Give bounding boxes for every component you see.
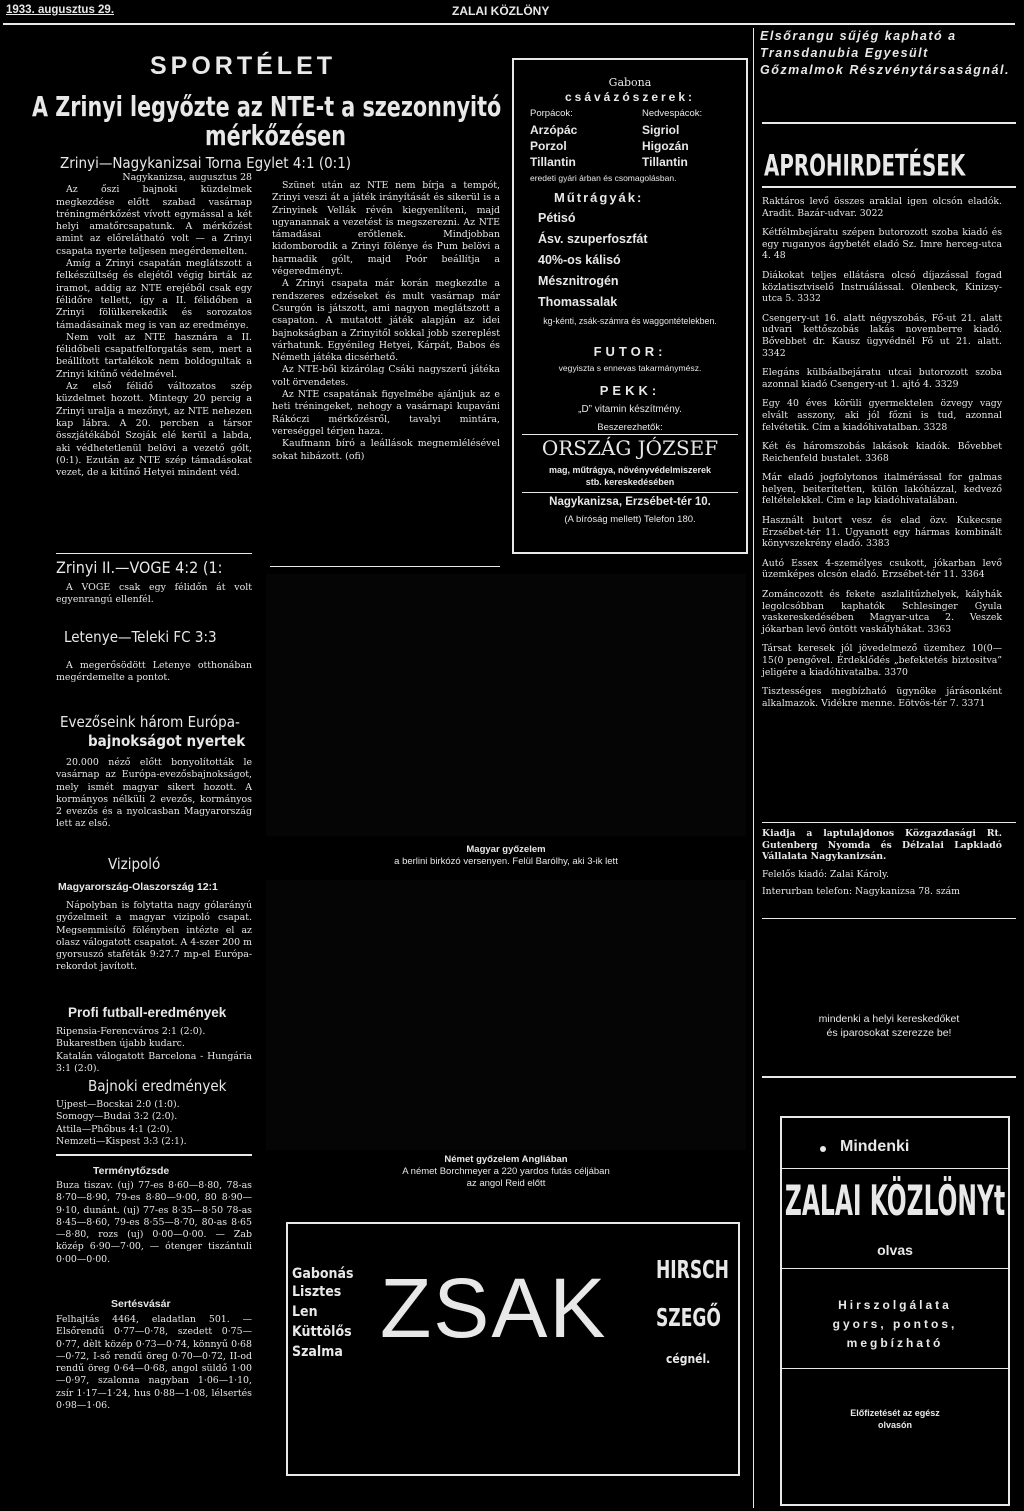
paragraph: Az első félidő változatos szép küzdelmet hozott. Mintegy 20 percig a Zrinyi uralja a mezőnyt, az NTE nehezen kap lábra. A 20. percben a társor összjátékából Szoják elé kerül a labda, aki védhetetlenül belövi a vezető gólt, (0:1). Ezután az NTE szép támadásokat vezet, de a kitűnő Hetyei mindent véd. bbox=[56, 381, 252, 479]
classified-ad: Már eladó jogfolytonos italmérással for galmas helyen, beiterítetten, külön lakóházzal, kedvező feltételekkel. Cim e lap kiadóhivatalában. bbox=[762, 472, 1002, 507]
zk-rule bbox=[782, 1168, 1008, 1169]
firm-sub: mag, műtrágya, növényvédelmiszerek bbox=[548, 465, 712, 475]
result-line: Ripensia-Ferencváros 2:1 (2:0). bbox=[56, 1026, 206, 1037]
classified-ad: Kétfélmbejáratu szépen butorozott szoba kiadó és egy ruganyos ágybetét eladó Sz. Imre herceg-utca 4. 48 bbox=[762, 227, 1002, 262]
hirszolgalat: megbízható bbox=[846, 1336, 944, 1350]
firm-sub: stb. kereskedésében bbox=[585, 477, 675, 487]
classified-ad: Csengery-ut 16. alatt négyszobás, Fő-ut 21. alatt udvari kettőszobás lakás novemberre kiadó. Bővebbet dr. Kausz ügyvédnél Fő ut 21. alatt. 3342 bbox=[762, 312, 1002, 359]
note-line: mindenki a helyi kereskedőket bbox=[818, 1013, 960, 1025]
nedvespacok-head: Nedvespácok: bbox=[642, 108, 703, 119]
paragraph: Az NTE-ből kizárólag Csáki nagyszerű játéka volt örvendetes. bbox=[272, 364, 500, 388]
classified-ad: Társat keresek jól jövedelmező üzemhez 10(0—15(0 pengővel. Érdeklődés „befektetés biztositva” jeligére a kiadóhivatalba. 3370 bbox=[762, 643, 1002, 678]
zsak-type: Len bbox=[292, 1304, 318, 1320]
paragraph: Amíg a Zrinyi csapatán meglátszott a felkészültség és elejétől végig birták az iramot, addig az NTE erejéből csak egy félidőre tellett, így a II. félidőben a Zrinyi fölülkerekedik és sorozatos támadásainak meg is van az eredménye. bbox=[56, 258, 252, 331]
divider bbox=[762, 822, 1016, 823]
mutragya-item: Mésznitrogén bbox=[538, 274, 619, 288]
gabona-note: vegyiszta s ennevas takarmánymész. bbox=[558, 363, 702, 373]
masthead-rule bbox=[3, 23, 1015, 25]
vasar-title: Sertésvásár bbox=[111, 1298, 171, 1310]
mutragya-item: Ásv. szuperfoszfát bbox=[538, 232, 648, 246]
futor: FUTOR: bbox=[593, 344, 667, 359]
result-line: Katalán válogatott Barcelona - Hungária 3:1 (2:0). bbox=[56, 1050, 252, 1074]
paragraph: Az őszi bajnoki küzdelmek megkezdése előtt szabad vasárnap tréningmérkőzést vívott egymással a két helyi amatőrcsapatunk. A mérkőzést amint az előrelátható volt — a Zrinyi csapata nyerte teljesen megérdemelten. bbox=[56, 184, 252, 257]
hirszolgalat: Hirszolgálata bbox=[838, 1298, 952, 1312]
promo: Elsőrangu sűjég kapható a Transdanubia Egyesült Gőzmalmok Részvénytársaságnál. bbox=[760, 29, 1010, 77]
headline-cont: mérkőzésen bbox=[205, 121, 346, 153]
photo-caption-title: Német győzelem Angliában bbox=[444, 1154, 568, 1165]
paragraph: Szünet után az NTE nem bírja a tempót, Zrinyi veszi át a játék irányítását és sikerül is a Zrinyinek Vellák révén kiegyenlíteni, majd ugyanannak a vezetést is megszerezni. Az NTE támadásai erőtlenek. Mindjobban kidomborodik a Zrinyi fölénye és Pum belövi a harmadik gólt, majd Poór beállítja a végeredményt. bbox=[272, 180, 500, 278]
classified-ad: Elegáns külbáalbejáratu utcai butorozott szoba azonnal kiadó Csengery-ut 1. ajtó 4. 3329 bbox=[762, 367, 1002, 390]
paragraph: Nápolyban is folytatta nagy gólarányú győzelmeit a magyar vizipoló csapat. Megsemmisítő fölényben intézte el az olasz válogatott csapatot. A 4-szer 200 m gyorsuszó staféták 9:27.7 mp-el Európa-rekordot javított. bbox=[56, 900, 252, 973]
zk-rule bbox=[782, 1368, 1008, 1369]
classified-ad: Autó Essex 4-személyes csukott, jókarban levő üzemképes olcsón eladó. Erzsébet-tér 11. 3364 bbox=[762, 557, 1002, 581]
porpacok-head: Porpácok: bbox=[530, 108, 573, 119]
olvas: olvas bbox=[877, 1242, 913, 1258]
pekk: PEKK: bbox=[599, 383, 661, 398]
bullet-icon bbox=[820, 1146, 826, 1152]
voge-title: Zrinyi II.—VOGE 4:2 (1: bbox=[56, 558, 223, 577]
vizipolo-title: Vizipoló bbox=[108, 855, 161, 873]
paragraph: A megerősödött Letenye otthonában megérdemelte a pontot. bbox=[56, 660, 252, 684]
zk-name: ZALAI KÖZLÖNYt bbox=[784, 1178, 1006, 1226]
paper-name: ZALAI KÖZLÖNY bbox=[452, 4, 550, 18]
zsak-type: Szalma bbox=[292, 1344, 343, 1360]
zsak-type: Gabonás bbox=[292, 1266, 354, 1282]
gabona-note: kg-kénti, zsák-számra és waggontételekben. bbox=[543, 316, 717, 326]
gabona-ad bbox=[512, 58, 748, 554]
result-line: Nemzeti—Kispest 3:3 (2:1). bbox=[56, 1135, 187, 1147]
classified-ad: Egy 40 éves körüli gyermektelen özvegy vagy elvált asszony, aki jól főzni is tud, azonnal felvétetik. Cím a kiadóhivatalban. 3328 bbox=[762, 398, 1002, 433]
photo-caption: a berlini birkózó versenyen. Felül Barólhy, aki 3-ik lett bbox=[394, 856, 618, 867]
classified-ad: Raktáros levő összes araklal igen olcsón eladók. Aradit. Bazár-udvar. 3022 bbox=[762, 196, 1002, 219]
running-photo bbox=[266, 880, 746, 1150]
evezos-body bbox=[56, 757, 252, 831]
zsak-firm: SZEGŐ bbox=[656, 1304, 721, 1333]
zk-rule bbox=[782, 1268, 1008, 1269]
elofizetes: Előfizetését az egész bbox=[850, 1408, 940, 1418]
article-col1 bbox=[56, 172, 252, 479]
result-line: Somogy—Budai 3:2 (2:0). bbox=[56, 1111, 178, 1123]
pac-item: Tillantin bbox=[530, 155, 576, 169]
result-line: Attila—Phőbus 4:1 (2:0). bbox=[56, 1123, 173, 1135]
classified-ad: Tisztességes megbízható ügynöke járásonként alkalmazok. Vidékre menne. Eötvös-tér 7. 3371 bbox=[762, 686, 1002, 709]
elofizetes: olvasón bbox=[877, 1420, 912, 1430]
mutragyak-head: Műtrágyák: bbox=[554, 190, 644, 205]
classified-ad: Diákokat teljes ellátásra olcsó díjazással fogad közlatisztviselő Instruálással. Olenbeck, Kinizsy-utca 5. 3332 bbox=[762, 269, 1002, 305]
classified-ad: Zománcozott és fekete aszlalitűzhelyek, kályhák legolcsóbban kaphatók Schlesinger Gyula vaskereskedésében Magyar-utca 2. Veszek jókarban levő öntött vaskályhákat. 3363 bbox=[762, 589, 1002, 635]
dateline: Nagykanizsa, augusztus 28 bbox=[122, 172, 252, 183]
termeny-body bbox=[56, 1180, 252, 1266]
result-line: Bukarestben újabb kudarc. bbox=[56, 1038, 185, 1050]
mindenki: Mindenki bbox=[840, 1138, 910, 1155]
column-divider bbox=[753, 28, 754, 1508]
voge-body bbox=[56, 582, 252, 607]
phone-line: Interurban telefon: Nagykanizsa 78. szám bbox=[762, 886, 960, 898]
mutragya-item: 40%-os kálisó bbox=[538, 253, 621, 267]
firm-phone: (A bíróság mellett) Telefon 180. bbox=[564, 514, 696, 525]
divider bbox=[762, 122, 1016, 124]
mutragya-item: Pétisó bbox=[538, 211, 576, 225]
firm-name: ORSZÁG JÓZSEF bbox=[541, 436, 719, 460]
hirszolgalat: gyors, pontos, bbox=[832, 1317, 958, 1331]
gabona-note: eredeti gyári árban és csomagolásban. bbox=[530, 173, 677, 183]
article-col2 bbox=[272, 180, 500, 463]
paragraph: 20.000 néző előtt bonyolították le vasárnap az Európa-evezősbajnokságot, mely ismét magyar sikert hozott. A kormányos nélküli 2 evezős, kormányos 2 evezős és a nyolcasban Magyarország lett az első. bbox=[56, 757, 252, 830]
classified-ads bbox=[762, 196, 1002, 709]
classified-ad: Két és háromszobás lakások kiadók. Bővebbet Reichenfeld bustalet. 3368 bbox=[762, 441, 1002, 464]
pac-item: Porzol bbox=[530, 139, 567, 153]
paragraph: Az NTE csapatának figyelmébe ajánljuk az e heti tréningeket, nehogy a vasárnapi kupaváni Rákóczi mérkőzésről, tavalyi mintára, vereséggel térjen haza. bbox=[272, 389, 500, 437]
zsak-big: ZSAK bbox=[380, 1261, 608, 1355]
divider bbox=[762, 918, 1016, 919]
bajnoki-title: Bajnoki eredmények bbox=[88, 1077, 227, 1095]
profi-title: Profi futball-eredmények bbox=[68, 1005, 227, 1020]
match-subhead: Zrinyi—Nagykanizsai Torna Egylet 4:1 (0:1) bbox=[60, 154, 352, 172]
vizipolo-subtitle: Magyarország-Olaszország 12:1 bbox=[58, 881, 218, 893]
imprint bbox=[762, 828, 1002, 898]
evezos-title: Evezőseink három Európa- bbox=[60, 713, 240, 731]
gabona-title: Gabona bbox=[608, 76, 652, 89]
bajnoki-results bbox=[56, 1099, 252, 1148]
issue-date: 1933. augusztus 29. bbox=[6, 4, 115, 16]
gabona-note: „D” vitamin készítmény. bbox=[578, 404, 682, 415]
firm-rule bbox=[522, 492, 738, 493]
divider bbox=[270, 566, 500, 567]
photo-caption: az angol Reid előtt bbox=[466, 1178, 546, 1189]
zsak-firm: cégnél. bbox=[666, 1352, 711, 1366]
headline: A Zrinyi legyőzte az NTE-t a szezonnyitó bbox=[32, 92, 502, 124]
classified-title: APROHIRDETÉSEK bbox=[764, 150, 966, 184]
pac-item: Tillantin bbox=[642, 155, 688, 169]
divider bbox=[56, 1154, 252, 1156]
publisher: Kiadja a laptulajdonos Közgazdasági Rt. Gutenberg Nyomda és Délzalai Lapkiadó Vállalata Nagykanizsán. bbox=[762, 828, 1002, 863]
termeny-title: Terménytőzsde bbox=[93, 1165, 170, 1177]
pac-item: Arzópác bbox=[530, 123, 578, 137]
profi-results bbox=[56, 1026, 252, 1075]
vizipolo-body bbox=[56, 900, 252, 974]
note-line: és iparosokat szerezze be! bbox=[826, 1027, 952, 1039]
photo-caption-title: Magyar győzelem bbox=[466, 844, 546, 855]
paragraph: Nem volt az NTE hasznára a II. félidőbeli csapatfelforgatás sem, mert a beállított tartalékok nem boldogultak a Zrinyi kitűnő védelmével. bbox=[56, 331, 252, 380]
pac-item: Higozán bbox=[642, 139, 689, 153]
letenye-body bbox=[56, 660, 252, 685]
zsak-firm: HIRSCH bbox=[656, 1256, 729, 1285]
beszerez: Beszerezhetők: bbox=[597, 422, 663, 433]
gabona-subtitle: csávázószerek: bbox=[564, 90, 696, 104]
divider bbox=[762, 1076, 1016, 1078]
editor: Felelős kiadó: Zalai Károly. bbox=[762, 868, 889, 880]
photo-caption: A német Borchmeyer a 220 yardos futás céljában bbox=[402, 1166, 610, 1177]
result-line: Ujpest—Bocskai 2:0 (1:0). bbox=[56, 1099, 180, 1110]
pac-item: Sigriol bbox=[642, 123, 680, 137]
paragraph: A VOGE csak egy félidőn át volt egyenrangú ellenfél. bbox=[56, 582, 252, 606]
paragraph: A Zrinyi csapata már korán megkezdte a rendszeres edzéseket és mult vasárnap már Csurgón is játszott, ami nagyon meglátszott a csapaton. A mutatott játék alapján az idei bajnokságban a Zrinyitől sokkal jobb szereplést várhatunk. Egyénileg Hetyei, Kárpát, Babos és Németh játéka dicsérhető. bbox=[272, 278, 500, 364]
paragraph: Buza tiszav. (uj) 77-es 8·60—8·80, 78-as 8·70—8·90, 79-es 8·80—9·00, 80 8·90—9·10, dunánt. (uj) 77-es 8·35—8·50 78-as 8·45—8·60, 79-es 8·55—8·70, 80-as 8·65—8·80, rozs (uj) 0·00—0·00. — Zab közép 6·90—7·00, — ótenger tiszántuli 0·00—0·00. bbox=[56, 1180, 252, 1265]
firm-address: Nagykanizsa, Erzsébet-tér 10. bbox=[549, 496, 711, 508]
mutragya-item: Thomassalak bbox=[538, 295, 618, 309]
zsak-ad bbox=[286, 1222, 740, 1476]
divider bbox=[56, 553, 252, 554]
paragraph: Kaufmann bíró a leállások megnemlélésével sokat hibázott. (ofi) bbox=[272, 438, 500, 462]
wrestling-photo bbox=[266, 574, 746, 836]
zsak-type: Küttölős bbox=[292, 1324, 352, 1340]
section-title: SPORTÉLET bbox=[150, 52, 337, 80]
letenye-title: Letenye—Teleki FC 3:3 bbox=[64, 628, 217, 646]
zsak-type: Lisztes bbox=[292, 1284, 342, 1300]
paragraph: Felhajtás 4464, eladatlan 501. — Elsőrendű 0·77—0·78, szedett 0·75—0·77, dèlt közép 0·73—0·74, könnyű 0·68—0·72, I-ső rendű öreg 0·70—0·72, II-od rendű öreg 0·64—0·68, angol süldő 1·00—0·97, szalonna nagyban 1·06—1·10, zsír 1·17—1·24, hus 0·88—1·08, lélsertés 0·98—1·06. bbox=[56, 1314, 252, 1412]
evezos-title-cont: bajnokságot nyertek bbox=[88, 732, 246, 750]
vasar-body bbox=[56, 1314, 252, 1412]
divider bbox=[762, 186, 1016, 188]
classified-ad: Használt butort vesz és elad özv. Kukecsne Erzsébet-tér 11. Ugyanott egy hármas kombinált könyvszekrény eladó. 3383 bbox=[762, 515, 1002, 550]
firm-rule bbox=[522, 434, 738, 435]
zk-ad bbox=[780, 1116, 1010, 1506]
